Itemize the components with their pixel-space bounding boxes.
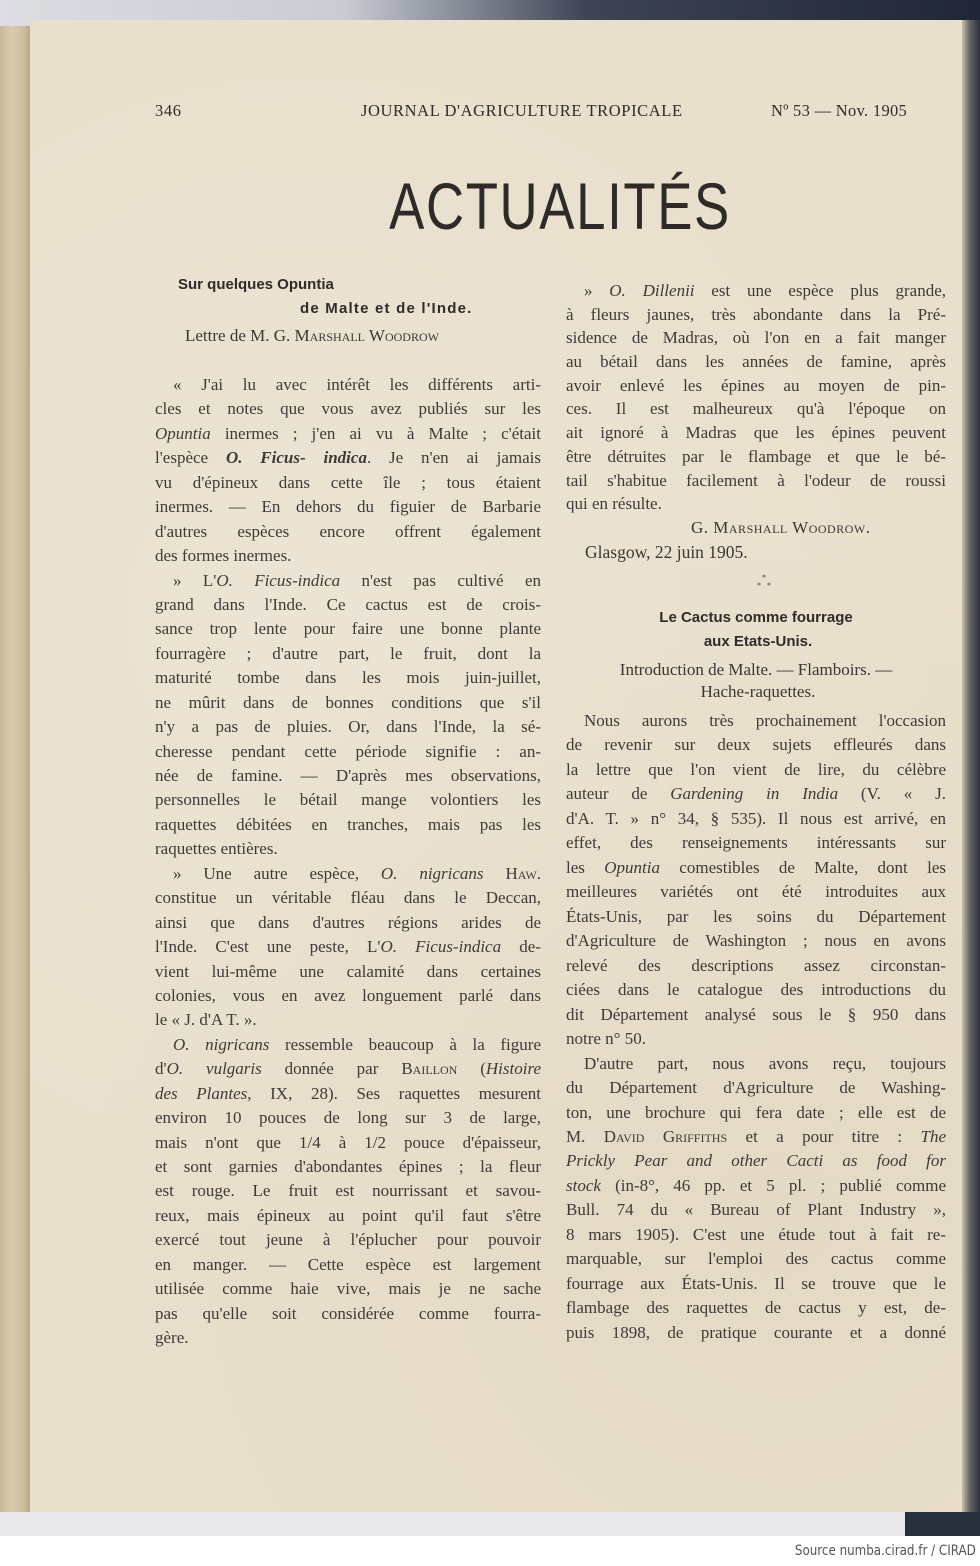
letter-place-date: Glasgow, 22 juin 1905. [585,542,748,562]
text-span: la lettre que l'on vient de lire, du célèbre [566,759,946,779]
text-line [566,1272,946,1296]
svg-text:*: * [767,581,771,590]
styled-text: Opuntia [604,857,660,877]
text-line [155,1179,541,1203]
text-span: cles et notes que vous avez publiés sur les [155,399,541,419]
text-line [566,856,946,880]
text-span: au bétail dans les années de famine, après [566,352,946,372]
svg-text:*: * [757,581,761,590]
text-span: fourrage aux États-Unis. Il se trouve que le [566,1273,946,1293]
text-line [566,326,946,350]
text-line [155,984,541,1008]
article2-heading-line1: Le Cactus comme fourrage [659,609,853,626]
text-line [566,1003,946,1027]
text-line [566,782,946,806]
text-line [566,1101,946,1125]
styled-text: O. vulgaris [166,1059,262,1079]
text-line [566,1223,946,1247]
scan-background-bottom [0,1512,980,1536]
source-credit: Source numba.cirad.fr / CIRAD [795,1543,976,1559]
text-span: qui en résulte. [566,494,662,514]
paragraph [155,373,541,569]
text-span: est rouge. Le fruit est nourrissant et savou- [155,1181,541,1201]
text-line [566,807,946,831]
text-line [566,469,946,493]
text-span: ciées dans le catalogue des introductions du [566,980,946,1000]
text-span: est une espèce plus grande, [694,281,946,300]
text-span: donnée par [261,1059,402,1079]
byline-author: Marshall Woodrow [294,326,439,345]
section-title: ACTUALITÉS [389,169,731,243]
text-line [155,788,541,812]
text-span: en manger. — Cette espèce est largement [155,1254,541,1274]
text-line [155,1131,541,1155]
styled-text: Baillon [401,1059,458,1079]
text-line [566,880,946,904]
text-line [155,862,541,886]
styled-text: Haw. [505,863,541,883]
text-span [484,864,506,883]
text-span: raquettes entières. [155,839,278,859]
text-line [155,397,541,421]
text-line [155,593,541,617]
text-span: ne mûrit dans de bonnes conditions que s'il [155,692,541,712]
text-span: ait ignoré à Madras que les épines peuvent [566,423,946,443]
text-line [155,813,541,837]
article1-byline [185,326,439,346]
text-span: Bull. 74 du « Bureau of Plant Industry », [566,1200,946,1220]
styled-text: O. Ficus-indica [216,570,341,590]
text-span: de- [501,937,541,957]
text-line [155,471,541,495]
styled-text: O. nigricans [380,863,484,883]
text-span: États-Unis, par les soins du Département [566,906,946,926]
text-span: fourragère ; d'autre part, le fruit, dont la [155,643,541,663]
text-line [155,1228,541,1252]
text-line [155,837,541,861]
text-line [566,1052,946,1076]
text-span: comestibles de Malte, dont les [659,857,946,877]
text-span: avoir enlevé les épines au moyen de pin- [566,375,946,395]
styled-text: O. Ficus-indica [380,937,502,957]
text-span: exercé tout jeune à l'éplucher pour pouvoir [155,1230,541,1250]
text-span: utilisée comme haie vive, mais je ne sache [155,1279,541,1299]
text-span: des formes inermes. [155,546,292,566]
text-line [566,709,946,733]
text-span: flambage des raquettes de cactus y est, de- [566,1298,946,1318]
text-line [566,1149,946,1173]
text-line [566,445,946,469]
text-span: « J'ai lu avec intérêt les différents arti- [173,375,541,394]
styled-text: des Plantes [155,1083,248,1103]
text-line [155,1106,541,1130]
text-line [155,422,541,446]
text-line [566,954,946,978]
text-line [566,929,946,953]
styled-text: Gardening in India [670,784,839,804]
text-span: raquettes débitées en tranches, mais pas les [155,814,541,834]
letter-signature: G. Marshall Woodrow. [691,518,871,537]
text-span: les [566,857,605,877]
text-line [566,1296,946,1320]
text-line [155,544,541,568]
text-span: d'Agriculture de Washington ; nous en avons [566,931,946,951]
text-line [155,373,541,397]
article1-heading-line2: de Malte et de l'Inde. [300,300,473,317]
text-span: l'espèce [155,448,226,468]
text-line [155,446,541,470]
text-span: l'Inde. C'est une peste, L' [155,937,381,957]
text-span: maturité tombe dans les mois juin-juillet, [155,668,541,688]
text-line [155,495,541,519]
text-span: » [584,281,610,300]
text-line [155,715,541,739]
text-line [155,520,541,544]
text-span: ressemble beaucoup à la figure [269,1034,541,1054]
scan-background-corner [905,1512,980,1536]
text-span: auteur de [566,784,671,804]
text-line [566,1027,946,1051]
text-line [155,1008,541,1032]
text-span: marquable, sur l'emploi des cactus comme [566,1249,946,1269]
styled-text: Prickly Pear and other Cacti as food for [566,1151,946,1171]
text-span: environ 10 pouces de long sur 3 de large, [155,1108,541,1128]
text-line [155,1277,541,1301]
byline-prefix: Lettre de M. G. [185,326,295,345]
text-span: notre n° 50. [566,1029,646,1049]
journal-title: JOURNAL D'AGRICULTURE TROPICALE [361,101,683,120]
text-span: le « J. d'A T. ». [155,1010,257,1030]
asterism-icon [754,573,774,591]
styled-text: O. Dillenii [609,281,695,300]
text-span: de revenir sur deux sujets effleurés dans [566,735,946,755]
text-line [155,886,541,910]
text-line [155,617,541,641]
article2-heading-line2: aux Etats-Unis. [703,633,813,650]
text-line [566,1076,946,1100]
text-span: n'est pas cultivé en [340,570,541,590]
text-line [566,279,946,303]
text-span: d'A. T. » n° 34, § 535). Il nous est arrivé, en [566,808,946,828]
text-line [155,1155,541,1179]
text-span: meilleures variétés ont été introduites aux [566,882,946,902]
text-line [155,1033,541,1057]
text-span: du Département d'Agriculture de Washing- [566,1078,946,1098]
text-span: Nous aurons très prochainement l'occasion [584,711,946,730]
text-span: M. [566,1126,604,1146]
text-line [566,1247,946,1271]
text-span: mais n'ont que 1/4 à 1/2 pouce d'épaisseur, [155,1132,541,1152]
article2-subheading-line1: Introduction de Malte. — Flamboirs. — [619,660,893,679]
text-line [566,1321,946,1345]
text-span: à fleurs jaunes, très abondante dans la Pré- [566,304,946,324]
paragraph [566,1052,946,1346]
styled-text: The [920,1126,947,1146]
text-span: et sont garnies d'abondantes épines ; la fleur [155,1157,541,1176]
styled-text: David Griffiths [603,1126,728,1146]
text-line [155,691,541,715]
text-line [566,1198,946,1222]
text-span: dit Département analysé sous le § 950 dans [566,1004,946,1024]
text-line [155,960,541,984]
text-span: relevé des descriptions assez circonstan- [566,955,946,975]
text-line [155,740,541,764]
paragraph [566,709,946,1052]
text-line [155,764,541,788]
styled-text: O. Ficus- indica [225,448,367,468]
text-span: colonies, vous en avez longuement parlé dans [155,985,541,1005]
styled-text: stock [566,1175,601,1195]
text-span: effet, des renseignements intéressants sur [566,833,946,853]
svg-text:*: * [762,573,766,582]
text-span: ton, une brochure qui fera date ; elle est de [566,1102,946,1122]
text-line [566,350,946,374]
right-column-article2-text [566,709,946,1345]
text-span: (V. « J. [838,784,946,804]
text-span: sance trop lente pour faire une bonne plante [155,619,541,639]
text-line [566,421,946,445]
article2-subheading-line2: Hache-raquettes. [700,682,816,701]
left-column-text [155,373,541,1351]
text-span: et a pour titre : [727,1126,921,1146]
text-span: reux, mais épineux au point qu'il faut s'être [155,1205,541,1225]
text-span: ces. Il est malheureux qu'à l'époque on [566,399,946,419]
paragraph [155,862,541,1033]
text-span: vu d'épineux dans cette île ; tous étaient [155,472,541,492]
text-line [155,1326,541,1350]
text-span: être détruites par le flambage et que le bé- [566,446,946,466]
text-span: . Je n'en ai jamais [366,448,542,468]
page-stack-edge [0,26,30,1512]
text-span: (in-8°, 46 pp. et 5 pl. ; publié comme [600,1175,946,1195]
text-line [155,569,541,593]
text-span: née de famine. — D'après mes observations, [155,766,541,785]
text-span: sidence de Madras, où l'on en a fait manger [566,328,946,348]
text-span: tail s'habitue facilement à l'odeur de roussi [566,470,946,490]
paragraph [566,279,946,516]
text-line [566,492,946,516]
text-span: grand dans l'Inde. Ce cactus est de crois- [155,594,541,614]
asterism-separator [754,573,774,592]
text-line [155,642,541,666]
text-line [566,831,946,855]
text-span: n'y a pas de pluies. Or, dans l'Inde, la sé- [155,717,541,737]
text-line [566,733,946,757]
text-span: D'autre part, nous avons reçu, toujours [584,1053,946,1073]
text-span: 8 mars 1905). C'est une étude tout à fait re- [566,1224,946,1244]
text-line [155,1204,541,1228]
text-line [566,978,946,1002]
text-span: inermes ; j'en ai vu à Malte ; c'était [210,423,541,443]
text-line [155,1057,541,1081]
styled-text: Opuntia [155,423,211,443]
text-span: » L' [173,570,217,590]
article1-heading-line1: Sur quelques Opuntia [178,276,334,293]
text-span: d'autres espèces encore offrent également [155,521,541,541]
text-span: gère. [155,1328,189,1348]
text-line [155,1253,541,1277]
text-span: d' [155,1059,167,1079]
text-span: personnelles le bétail mange volontiers les [155,790,541,810]
text-line [566,1125,946,1149]
text-span: cheresse pendant cette période signifie : an- [155,741,541,761]
text-span: ainsi que dans d'autres régions arides de [155,912,541,932]
right-column-letter-end [566,279,946,516]
paragraph [155,569,541,862]
paragraph [155,1033,541,1351]
text-line [566,758,946,782]
text-span: constitue un véritable fléau dans le Deccan, [155,888,541,908]
text-line [155,1082,541,1106]
page-number: 346 [155,101,182,120]
text-span: pas qu'elle soit considérée comme fourra- [155,1303,541,1323]
scan-background-right [962,20,980,1535]
text-line [155,1302,541,1326]
text-line [566,374,946,398]
text-line [566,303,946,327]
issue-info: Nº 53 — Nov. 1905 [771,101,908,120]
styled-text: Histoire [485,1059,541,1079]
text-span: inermes. — En dehors du figuier de Barbarie [155,497,541,517]
text-span: , IX, 28). Ses raquettes mesurent [247,1083,542,1103]
text-line [566,1174,946,1198]
text-line [155,911,541,935]
text-line [566,397,946,421]
text-span: ( [457,1059,486,1079]
text-span: puis 1898, de pratique courante et a donné [566,1322,946,1342]
text-line [155,666,541,690]
text-span: » Une autre espèce, [173,863,381,883]
text-line [566,905,946,929]
styled-text: O. nigricans [173,1034,270,1054]
text-span: vient lui-même une calamité dans certaines [155,961,541,981]
text-line [155,935,541,959]
